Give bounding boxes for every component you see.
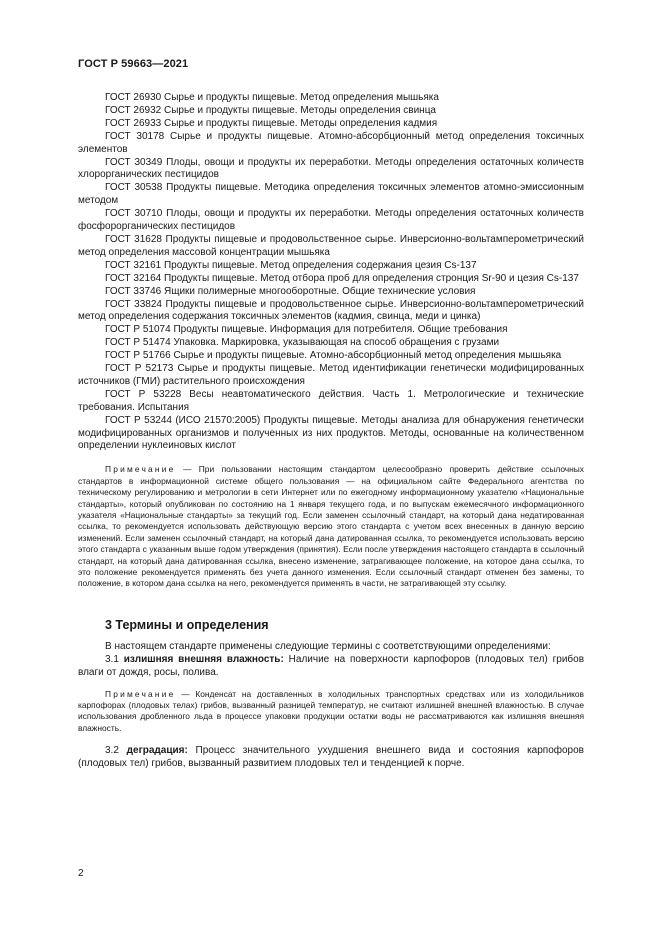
term-name: излишняя внешняя влажность: <box>123 653 284 665</box>
term-definition-3-2 <box>78 745 584 771</box>
reference-item: ГОСТ 33746 Ящики полимерные многооборотные. Общие технические условия <box>105 285 476 297</box>
section-intro: В настоящем стандарте применены следующие термины с соответствующими определениями: <box>105 640 551 652</box>
reference-item: ГОСТ 26932 Сырье и продукты пищевые. Методы определения свинца <box>105 104 436 116</box>
term-text: Процесс значительного ухудшения внешнего вида и состояния карпофоров (плодовых тел) грибов, вызванный развитием плодовых тел и тенденцией к порче. <box>78 745 584 770</box>
term-number: 3.2 <box>105 745 127 757</box>
section-heading: 3 Термины и определения <box>105 617 269 632</box>
reference-item: ГОСТ 32161 Продукты пищевые. Метод определения содержания цезия Cs-137 <box>105 259 477 271</box>
term-note <box>78 689 584 735</box>
term-definition-3-1 <box>78 654 584 680</box>
reference-item: ГОСТ 32164 Продукты пищевые. Метод отбора проб для определения стронция Sr-90 и цезия Cs-137 <box>105 272 579 284</box>
reference-item: ГОСТ Р 52173 Сырье и продукты пищевые. Метод идентификации генетически модифицированных источников (ГМИ) растительного происхождения <box>78 363 584 387</box>
reference-item: ГОСТ Р 53244 (ИСО 21570:2005) Продукты пищевые. Методы анализа для обнаружения генетически модифицированных организмов и полученных из них продуктов. Методы, основанные на количественном определении нуклеиновых кислот <box>78 414 584 452</box>
note-label: Примечание <box>105 464 176 475</box>
reference-item: ГОСТ 30178 Сырье и продукты пищевые. Атомно-абсорбционный метод определения токсичных элементов <box>78 130 584 155</box>
reference-item: ГОСТ 30538 Продукты пищевые. Методика определения токсичных элементов атомно-эмиссионным методом <box>78 182 584 207</box>
normative-references-list <box>78 92 584 453</box>
reference-item: ГОСТ 31628 Продукты пищевые и продовольственное сырье. Инверсионно-вольтамперометрический метод определения массовой концентрации мышьяка <box>78 233 584 258</box>
term-number: 3.1 <box>105 653 124 665</box>
note-label: Примечание <box>105 688 176 699</box>
reference-item: ГОСТ Р 53228 Весы неавтоматического действия. Часть 1. Метрологические и технические требования. Испытания <box>78 388 584 413</box>
document-header: ГОСТ Р 59663—2021 <box>78 58 189 70</box>
reference-item: ГОСТ Р 51074 Продукты пищевые. Информация для потребителя. Общие требования <box>105 324 508 336</box>
page-number: 2 <box>78 868 84 879</box>
references-note <box>78 464 584 589</box>
reference-item: ГОСТ 26930 Сырье и продукты пищевые. Метод определения мышьяка <box>105 92 439 103</box>
reference-item: ГОСТ 30349 Плоды, овощи и продукты их переработки. Методы определения остаточных количеств хлорорганических пестицидов <box>78 156 584 181</box>
term-text: Наличие на поверхности карпофоров (плодовых тел) грибов влаги от дождя, росы, полива. <box>78 653 585 678</box>
page-content <box>78 92 584 771</box>
reference-item: ГОСТ Р 51474 Упаковка. Маркировка, указывающая на способ обращения с грузами <box>105 337 500 349</box>
note-text: — При пользовании настоящим стандартом целесообразно проверить действие ссылочных стандартов в информационной системе общего пользования — на официальном сайте Федерального агентства по техническому регулированию и метрологии в сети Интернет или по ежегодному информационному указателю «Национальные стандарты», который опубликован по состоянию на 1 января текущего года, и по выпускам ежемесячного информационного указателя «Национальные стандарты» за текущий год. Если заменен ссылочный стандарт, на который дана недатированная ссылка, то рекомендуется использовать действующую версию этого стандарта с учетом всех внесенных в данную версию изменений. Если заменен ссылочный стандарт, на который дана датированная ссылка, то рекомендуется использовать версию этого стандарта с указанным выше годом утверждения (принятия). Если после утверждения настоящего стандарта в ссылочный стандарт, на который дана датированная ссылка, внесено изменение, затрагивающее положение, на которое дана ссылка, то это положение рекомендуется применять без учета данного изменения. Если ссылочный стандарт отменен без замены, то положение, в котором дана ссылка на него, рекомендуется применять в части, не затрагивающей эту ссылку. <box>78 464 584 589</box>
reference-item: ГОСТ 30710 Плоды, овощи и продукты их переработки. Методы определения остаточных количеств фосфорорганических пестицидов <box>78 208 584 233</box>
reference-item: ГОСТ 33824 Продукты пищевые и продовольственное сырье. Инверсионно-вольтамперометрический метод определения содержания токсичных элементов (кадмия, свинца, меди и цинка) <box>78 298 584 323</box>
reference-item: ГОСТ 26933 Сырье и продукты пищевые. Методы определения кадмия <box>105 117 438 129</box>
term-name: деградация: <box>126 745 188 757</box>
reference-item: ГОСТ Р 51766 Сырье и продукты пищевые. Атомно-абсорбционный метод определения мышьяка <box>105 350 562 362</box>
note-text: — Конденсат на доставленных в холодильных транспортных средствах или из холодильников карпофорах (плодовых телах) грибов, вызванный разницей температур, не считают излишней внешней влажностью. В случае использования дробленного льда в процессе упаковки продукции остатки воды не рассматриваются как излишняя внешняя влажность. <box>78 688 584 733</box>
